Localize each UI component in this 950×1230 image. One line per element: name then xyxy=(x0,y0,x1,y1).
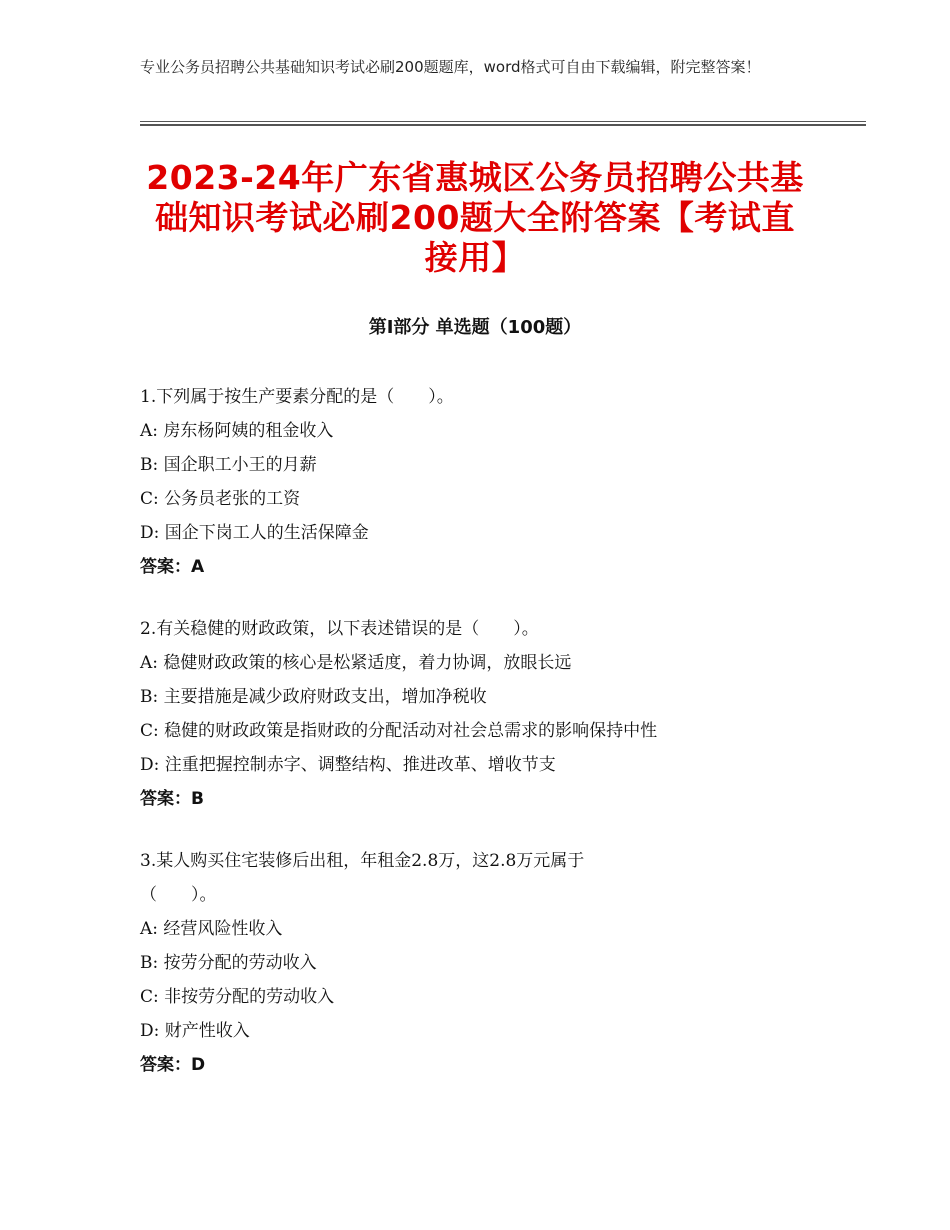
document-title xyxy=(140,158,810,278)
title-line-2: 础知识考试必刷200题大全附答案【考试直 xyxy=(155,198,795,237)
option-b: B: 按劳分配的劳动收入 xyxy=(140,953,317,973)
option-c: C: 稳健的财政政策是指财政的分配活动对社会总需求的影响保持中性 xyxy=(140,721,658,741)
answer: 答案：B xyxy=(140,789,204,809)
header-divider xyxy=(140,121,866,126)
question-stem-line-1: 3.某人购买住宅装修后出租，年租金2.8万，这2.8万元属于 xyxy=(140,851,585,871)
option-d: D: 国企下岗工人的生活保障金 xyxy=(140,523,369,543)
answer: 答案：D xyxy=(140,1055,206,1075)
question-2 xyxy=(140,612,820,816)
header-note: 专业公务员招聘公共基础知识考试必刷200题题库，word格式可自由下载编辑，附完整答案！ xyxy=(140,58,761,76)
question-stem-line-2: （ ）。 xyxy=(140,885,217,905)
option-c: C: 公务员老张的工资 xyxy=(140,489,301,509)
title-line-3: 接用】 xyxy=(424,238,526,277)
option-a: A: 房东杨阿姨的租金收入 xyxy=(140,421,334,441)
question-1 xyxy=(140,380,820,584)
question-stem: 1.下列属于按生产要素分配的是（ ）。 xyxy=(140,387,454,407)
option-b: B: 国企职工小王的月薪 xyxy=(140,455,317,475)
option-a: A: 经营风险性收入 xyxy=(140,919,283,939)
question-3 xyxy=(140,844,820,1082)
option-d: D: 财产性收入 xyxy=(140,1021,250,1041)
option-d: D: 注重把握控制赤字、调整结构、推进改革、增收节支 xyxy=(140,755,556,775)
option-b: B: 主要措施是减少政府财政支出，增加净税收 xyxy=(140,687,487,707)
question-stem: 2.有关稳健的财政政策，以下表述错误的是（ ）。 xyxy=(140,619,539,639)
title-line-1: 2023-24年广东省惠城区公务员招聘公共基 xyxy=(146,158,804,197)
question-list xyxy=(140,380,820,1110)
section-title: 第Ⅰ部分 单选题（100题） xyxy=(368,317,582,338)
option-a: A: 稳健财政政策的核心是松紧适度，着力协调，放眼长远 xyxy=(140,653,572,673)
option-c: C: 非按劳分配的劳动收入 xyxy=(140,987,335,1007)
answer: 答案：A xyxy=(140,557,205,577)
